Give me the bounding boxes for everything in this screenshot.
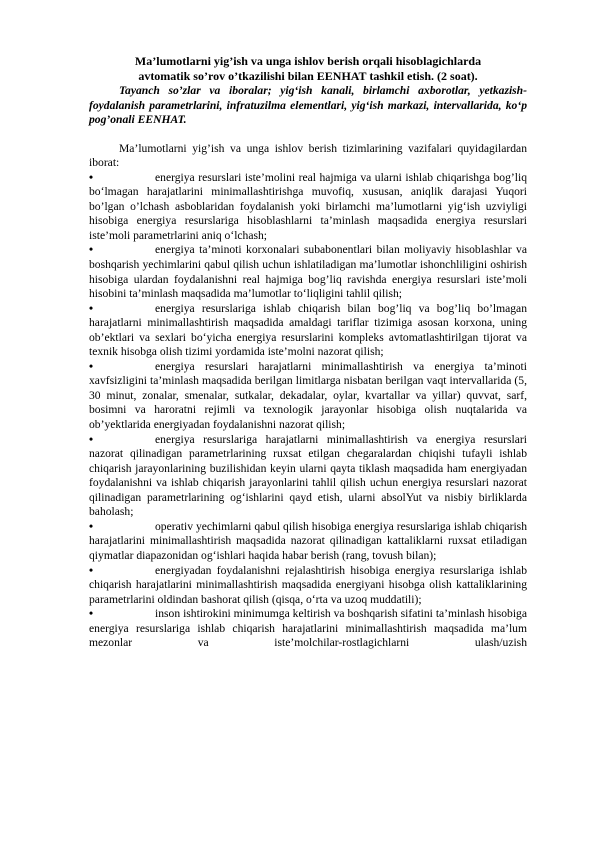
bullet-icon xyxy=(89,302,155,317)
list-item xyxy=(89,302,527,360)
bullet-icon xyxy=(89,243,155,258)
list-item-text: energiya resurslariga harajatlarni minimallashtirish va energiya resurslari nazorat qilinadigan parametrlarining ruxsat etilgan chegaralardan chiqishi tufayli ishlab chiqarish jarayonlarining buzilishidan keyin ularni qayta tiklash maqsadida ham energiyadan foydalanishni va ishlab chiqarish jarayonlarini tahlil qilish uchun energiya resurslari nazorat qilinadigan parametrlarining og‘ishlarini qayd etish, ularni absolYut va nisbiy birliklarda baholash; xyxy=(89,432,527,519)
list-item-text: energiya resurslari harajatlarni minimallashtirish va energiya ta’minoti xavfsizligini ta’minlash maqsadida berilgan limitlarga nisbatan berilgan vaqt intervallarida (5, 30 minut, zonalar, smenalar, sutkalar, dekadalar, oylar, kvartallar va yillar) quvvat, sarf, bosimni va haroratni rejimli va texnologik jarayonlar hisobiga olish nuqtalarida va ob’yektlarida energiyadan foydalanishni nazorat qilish; xyxy=(89,359,527,432)
document-page xyxy=(89,54,527,651)
list-item xyxy=(89,564,527,608)
list-item-text: inson ishtirokini minimumga keltirish va boshqarish sifatini ta’minlash hisobiga energiya resurslariga ishlab chiqarish harajatlarini minimallashtirish maqsadida ma’lum mezonlar va iste’molchilar-rostlagichlarni ulash/uzish xyxy=(89,607,527,650)
list-item xyxy=(89,243,527,301)
list-item-text: energiya resurslariga ishlab chiqarish bilan bog’liq va bog’liq bo’lmagan harajatlarni minimallashtirish maqsadida amaldagi tariflar tizimiga asosan korxona, uning ob’ektlari va sexlari bo‘yicha energiya resurslarini kompleks avtomatlashtirilgan tijorat va texnik hisobga olish tizimi yordamida iste’molni nazorat qilish; xyxy=(89,301,527,359)
keywords-paragraph: Tayanch so’zlar va iboralar; yig‘ish kanali, birlamchi axborotlar, yetkazish-foydalanish parametrlarini, infratuzilma elementlari, yig‘ish markazi, intervallarida, ko‘p pog’onali EENHAT. xyxy=(89,84,527,127)
list-item xyxy=(89,360,527,433)
bullet-icon xyxy=(89,360,155,375)
list-item xyxy=(89,171,527,244)
list-item-text: energiya resurslari iste’molini real hajmiga va ularni ishlab chiqarishga bog’liq bo‘lmagan harajatlarini minimallashtirishga muvofiq, xususan, aniqlik darajasi Yuqori bo’lgan o’lchash asboblaridan foydalanish yoki birlamchi ma’lumotlarni yig‘ish uzviyligi hisobiga energiya resurslariga hisoblashlarni ta’minlash maqsadida energiya resurslari iste’moli parametrlarini aniq o‘lchash; xyxy=(89,170,527,242)
bullet-icon xyxy=(89,564,155,579)
bullet-icon xyxy=(89,171,155,186)
list-item xyxy=(89,433,527,520)
bullet-icon xyxy=(89,433,155,448)
intro-paragraph: Ma’lumotlarni yig’ish va unga ishlov berish tizimlarining vazifalari quyidagilardan iborat: xyxy=(89,141,527,170)
list-item xyxy=(89,520,527,564)
bullet-icon xyxy=(89,607,155,622)
list-item-text: energiyadan foydalanishni rejalashtirish hisobiga energiya resurslariga ishlab chiqarish harajatlarini minimallashtirish maqsadida energiyani hisobga olish kattaliklarining parametrlarini oldindan bashorat qilish (qisqa, o‘rta va uzoq muddatili); xyxy=(89,563,527,606)
list-item xyxy=(89,607,527,651)
spacer xyxy=(89,128,527,142)
list-item-text: operativ yechimlarni qabul qilish hisobiga energiya resurslariga ishlab chiqarish harajatlarini minimallashtirish maqsadida nazorat qilinadigan kattaliklarni ruxsat etiladigan qiymatlar diapazonidan og‘ishlari haqida habar berish (rang, tovush bilan); xyxy=(89,519,527,562)
list-item-text: energiya ta’minoti korxonalari subabonentlari bilan moliyaviy hisoblashlar va boshqarish yechimlarini qabul qilish uchun ishlatiladigan ma’lumotlar ishonchliligini oshirish hisobiga ulardan foydalanishni real hajmiga bog’liq ravishda energiya resurslari iste’moli hisobini ta’minlash maqsadida ma’lumotlar to‘liqligini tahlil qilish; xyxy=(89,243,527,301)
bullet-icon xyxy=(89,520,155,535)
title-line-2: avtomatik so’rov o’tkazilishi bilan EENHAT tashkil etish. (2 soat). xyxy=(138,69,478,83)
title-line-1: Ma’lumotlarni yig’ish va unga ishlov berish orqali hisoblagichlarda xyxy=(134,54,482,68)
